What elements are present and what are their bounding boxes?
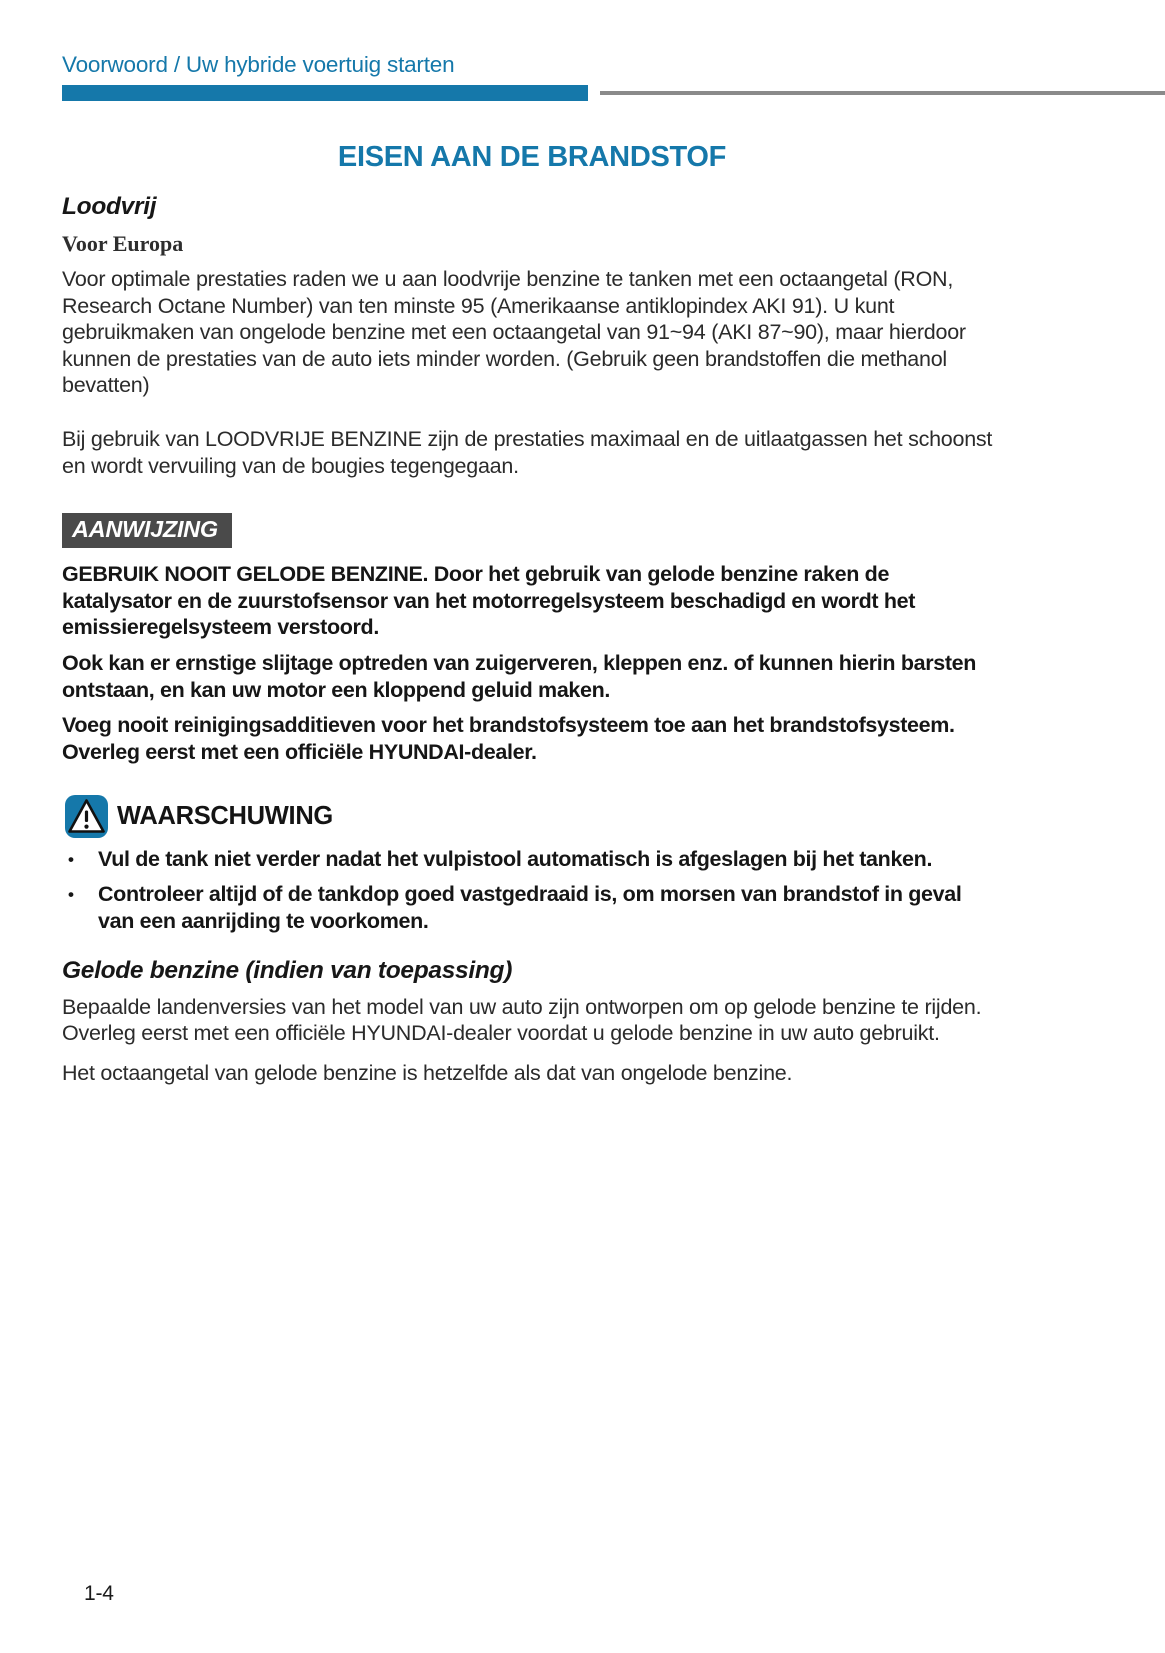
notice-paragraph: Ook kan er ernstige slijtage optreden van zuigerveren, kleppen enz. of kunnen hierin barsten ontstaan, en kan uw motor een kloppend geluid maken.	[62, 650, 977, 702]
bullet-text: Controleer altijd of de tankdop goed vastgedraaid is, om morsen van brandstof in geval van een aanrijding te voorkomen.	[98, 882, 962, 933]
notice-paragraph: GEBRUIK NOOIT GELODE BENZINE. Door het gebruik van gelode benzine raken de katalysator en de zuurstofsensor van het motorregelsysteem beschadigd en wordt het emissieregelsysteem verstoord.	[62, 562, 916, 640]
bullet-dot: •	[68, 850, 74, 870]
paragraph: Het octaangetal van gelode benzine is hetzelfde als dat van ongelode benzine.	[62, 1060, 793, 1085]
warning-triangle-icon	[65, 795, 108, 838]
breadcrumb: Voorwoord / Uw hybride voertuig starten	[62, 52, 455, 77]
warning-bullet-list	[62, 846, 1002, 934]
paragraph: Voor optimale prestaties raden we u aan loodvrije benzine te tanken met een octaangetal (RON, Research Octane Number) van ten minste 95 (Amerikaanse antiklopindex AKI 91). U kunt gebruikmaken van ongelode benzine met een octaangetal van 91~94 (AKI 87~90), maar hierdoor kunnen de prestaties van de auto iets minder worden. (Gebruik geen brandstoffen die methanol bevatten)	[62, 267, 966, 398]
paragraph: Bepaalde landenversies van het model van uw auto zijn ontworpen om op gelode benzine te rijden. Overleg eerst met een officiële HYUNDAI-dealer voordat u gelode benzine in uw auto gebruikt.	[62, 994, 982, 1046]
bullet-dot: •	[68, 885, 74, 905]
header-rule-blue	[62, 85, 588, 101]
page-number: 1-4	[84, 1582, 114, 1605]
list-item	[62, 846, 1002, 873]
bullet-text: Vul de tank niet verder nadat het vulpistool automatisch is afgeslagen bij het tanken.	[98, 847, 933, 872]
notice-label: AANWIJZING	[62, 513, 232, 548]
notice-paragraph: Voeg nooit reinigingsadditieven voor het brandstofsysteem toe aan het brandstofsysteem. Overleg eerst met een officiële HYUNDAI-dealer.	[62, 713, 955, 764]
warning-header	[65, 795, 1002, 838]
section-heading-loodvrij: Loodvrij	[62, 193, 157, 220]
paragraph: Bij gebruik van LOODVRIJE BENZINE zijn de prestaties maximaal en de uitlaatgassen het schoonst en wordt vervuiling van de bougies tegengegaan.	[62, 426, 993, 478]
warning-title: WAARSCHUWING	[117, 802, 333, 831]
page-title: EISEN AAN DE BRANDSTOF	[337, 141, 727, 173]
header-rule	[62, 85, 1165, 101]
list-item	[62, 881, 1002, 934]
section-heading-gelode: Gelode benzine (indien van toepassing)	[62, 956, 513, 984]
header-rule-gray	[600, 91, 1165, 95]
subheading-voor-europa: Voor Europa	[62, 231, 184, 256]
